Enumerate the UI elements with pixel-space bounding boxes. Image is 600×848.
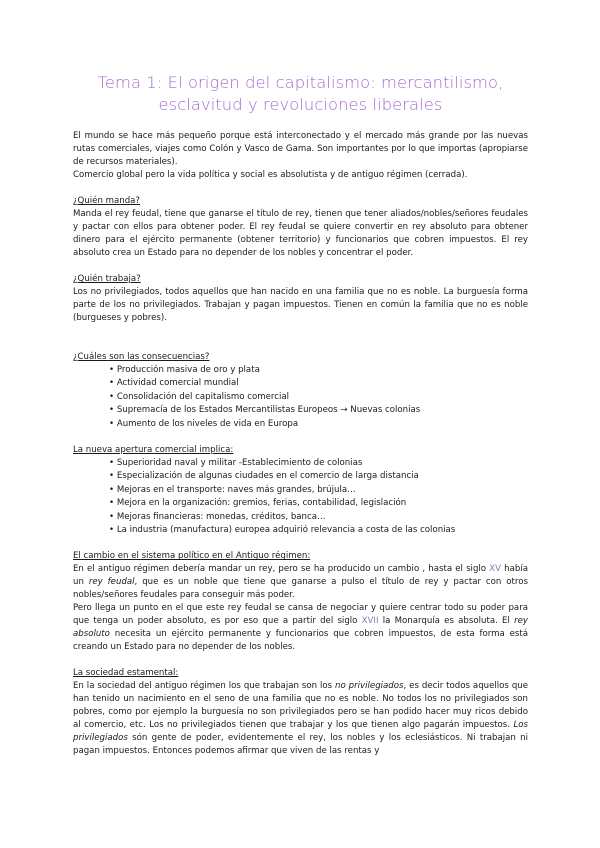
- sociedad-estamental-paragraph: En la sociedad del antiguo régimen los que trabajan son los no privilegiados, es decir todos aquellos que han tenido un nacimiento en el seno de una familia que no es noble. No todos los no privilegiados son pobres, como por ejemplo la burguesía no son privilegiados pero se han podido hacer muy ricos debido al comercio, etc. Los no privilegiados tienen que trabajar y los que tienen algo pagarán impuestos. Los privilegiados són gente de poder, evidentemente el rey, los nobles y los eclesiásticos. Ni trabajan ni pagan impuestos. Entonces podemos afirmar que viven de las rentas y: [73, 681, 529, 757]
- list-item: • Mejora en la organización: gremios, ferias, contabilidad, legislación: [109, 497, 528, 510]
- title-line-1: Tema 1: El origen del capitalismo: mercantilismo,: [97, 73, 504, 92]
- list-item: • Producción masiva de oro y plata: [109, 364, 528, 377]
- title-line-2: esclavitud y revoluciones liberales: [158, 95, 443, 114]
- list-item: • Especialización de algunas ciudades en el comercio de larga distancia: [109, 470, 528, 483]
- list-item: • Supremacía de los Estados Mercantilistas Europeos → Nuevas colonias: [109, 404, 528, 417]
- consecuencias-list: [73, 364, 528, 431]
- section-heading-quien-trabaja: ¿Quién trabaja?: [73, 274, 141, 284]
- quien-manda-paragraph: Manda el rey feudal, tiene que ganarse el título de rey, tienen que tener aliados/nobles/señores feudales y pactar con ellos para obtener poder. El rey feudal se quiere convertir en rey absoluto para obtener dinero para el ejército permanente (obtener territorio) y funcionarios que cobren impuestos. El rey absoluto crea un Estado para no depender de los nobles y concentrar el poder.: [73, 209, 528, 258]
- section-heading-apertura-comercial: La nueva apertura comercial implica:: [73, 445, 234, 456]
- section-heading-consecuencias: ¿Cuáles son las consecuencias?: [73, 352, 210, 362]
- list-item: • Mejoras en el transporte: naves más grandes, brújula…: [109, 484, 528, 497]
- apertura-list: [73, 457, 528, 537]
- list-item: • Aumento de los niveles de vida en Europa: [109, 418, 528, 431]
- section-heading-quien-manda: ¿Quién manda?: [73, 196, 140, 206]
- list-item: • Superioridad naval y militar -Establecimiento de colonias: [109, 457, 528, 470]
- section-heading-cambio-sistema-politico: El cambio en el sistema político en el Antiguo régimen:: [73, 551, 311, 562]
- quien-trabaja-paragraph: Los no privilegiados, todos aquellos que han nacido en una familia que no es noble. La burguesía forma parte de los no privilegiados. Trabajan y pagan impuestos. Tienen en común la familia que no es noble (burgueses y pobres).: [73, 287, 528, 323]
- list-item: • Actividad comercial mundial: [109, 377, 528, 390]
- list-item: • Mejoras financieras: monedas, créditos, banca…: [109, 511, 528, 524]
- section-heading-sociedad-estamental: La sociedad estamental:: [73, 668, 179, 679]
- cambio-paragraph-1: En el antiguo régimen debería mandar un rey, pero se ha producido un cambio , hasta el siglo XV había un rey feudal, que es un noble que tiene que ganarse a pulso el título de rey y pactar con otros nobles/señores feudales para conseguir más poder.: [73, 564, 528, 601]
- list-item: • La industria (manufactura) europea adquirió relevancia a costa de las colonias: [109, 524, 528, 537]
- cambio-paragraph-2: Pero llega un punto en el que este rey feudal se cansa de negociar y quiere centrar todo su poder para que tenga un poder absoluto, es por eso que a partir del siglo XVII la Monarquía es absoluta. El rey absoluto necesita un ejército permanente y funcionarios que cobren impuestos, de esta forma está creando un Estado para no depender de los nobles.: [73, 603, 528, 653]
- intro-paragraph-1: El mundo se hace más pequeño porque está interconectado y el mercado más grande por las nuevas rutas comerciales, viajes como Colón y Vasco de Gama. Son importantes por lo que importas (apropiarse de recursos materiales).: [73, 131, 528, 167]
- page-title: [73, 72, 528, 116]
- intro-paragraph-2: Comercio global pero la vida política y social es absolutista y de antiguo régimen (cerrada).: [73, 170, 468, 180]
- list-item: • Consolidación del capitalismo comercial: [109, 391, 528, 404]
- document-page: [73, 72, 528, 758]
